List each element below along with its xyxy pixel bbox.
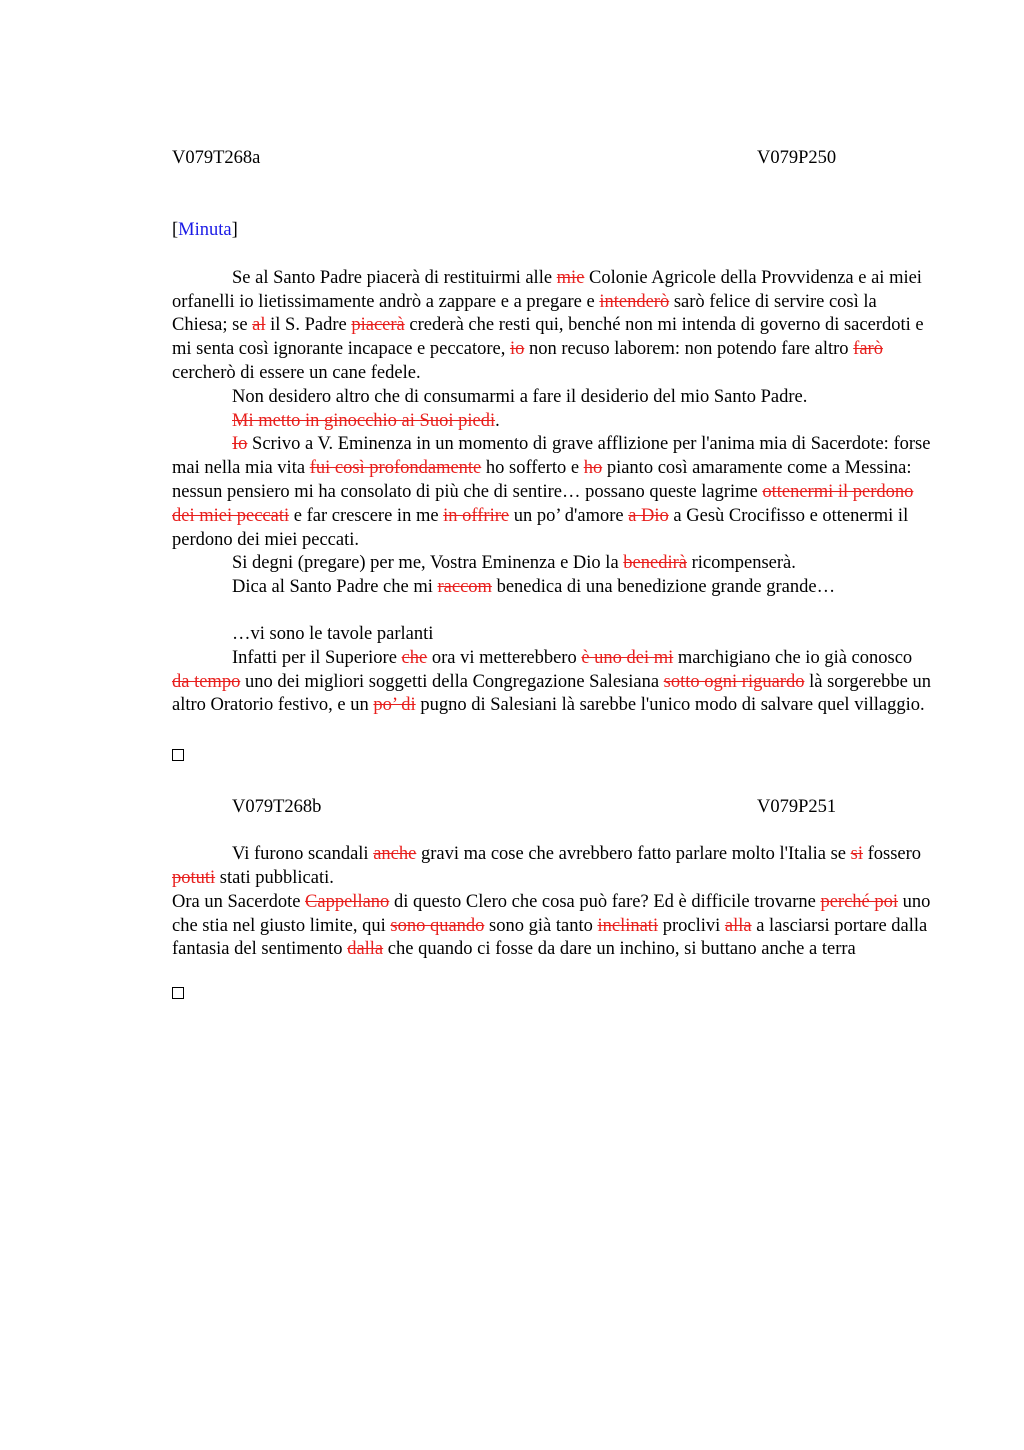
- text-run: a lasciarsi portare dalla fantasia del sentimento: [172, 915, 928, 960]
- text-run: pugno di Salesiani là sarebbe l'unico modo di salvare quel villaggio.: [415, 695, 925, 716]
- doc1-paragraph-6: [172, 576, 932, 600]
- deleted-text: sotto ogni riguardo: [663, 671, 805, 692]
- doc2-id-left: V079T268b: [232, 797, 322, 818]
- deleted-text: ottenermi il perdono dei miei peccati: [172, 481, 914, 526]
- deleted-text: mie: [556, 267, 585, 288]
- text-run: ricompenserà.: [686, 553, 796, 574]
- text-run: uno che stia nel giusto limite, qui: [172, 891, 931, 936]
- text-run: .: [495, 410, 500, 431]
- deleted-text: in offrire: [443, 505, 510, 526]
- deleted-text: ho: [583, 458, 603, 479]
- deleted-text: Io: [232, 434, 248, 455]
- deleted-text: potuti: [172, 867, 216, 888]
- doc1-id-left: V079T268a: [172, 148, 261, 168]
- doc2-paragraph-1: [172, 843, 932, 891]
- text-run: che quando ci fosse da dare un inchino, si buttano anche a terra: [383, 939, 856, 960]
- text-run: là sorgerebbe un altro Oratorio festivo, e un: [172, 671, 932, 716]
- doc1-id-row: [172, 146, 932, 170]
- doc1-paragraph-5: [172, 552, 932, 576]
- deleted-text: po’ di: [373, 695, 416, 716]
- deleted-text: benedirà: [623, 553, 687, 574]
- text-run: ora vi metterebbero: [427, 647, 582, 668]
- deleted-text: Cappellano: [305, 891, 390, 912]
- deleted-text: intenderò: [599, 291, 670, 312]
- deleted-text: dalla: [347, 939, 384, 960]
- deleted-text: al: [252, 315, 266, 336]
- doc1-paragraph-1: [172, 267, 932, 386]
- text-run: un po’ d'amore: [509, 505, 629, 526]
- deleted-text: io: [509, 339, 525, 360]
- text-run: stati pubblicati.: [215, 867, 334, 888]
- deleted-text: inclinati: [597, 915, 659, 936]
- text-run: non recuso laborem: non potendo fare altro: [524, 339, 854, 360]
- deleted-text: fui così profondamente: [309, 458, 482, 479]
- text-run: Se al Santo Padre piacerà di restituirmi alle: [232, 267, 557, 288]
- heading-open-bracket: [: [172, 220, 179, 240]
- square-icon: [172, 749, 184, 761]
- text-run: marchigiano che io già conosco: [673, 647, 913, 668]
- deleted-text: anche: [373, 844, 417, 865]
- text-run: Si degni (pregare) per me, Vostra Eminenza e Dio la: [232, 553, 624, 574]
- heading-close-bracket: ]: [231, 220, 238, 240]
- doc1-id-right: V079P250: [757, 148, 837, 168]
- doc2-paragraph-2: [172, 891, 932, 962]
- deleted-text: alla: [724, 915, 752, 936]
- deleted-text: si: [850, 844, 863, 865]
- text-run: Infatti per il Superiore: [232, 647, 402, 668]
- text-run: a Gesù Crocifisso e ottenermi il perdono dei miei peccati.: [172, 505, 909, 550]
- doc2-id-right: V079P251: [757, 797, 837, 818]
- deleted-text: farò: [853, 339, 883, 360]
- text-run: Colonie Agricole della Provvidenza e ai miei orfanelli io lietissimamente andrò a zappare e a pregare e: [172, 267, 922, 312]
- square-icon: [172, 987, 184, 999]
- deleted-text: è uno dei mi: [581, 647, 674, 668]
- text-run: benedica di una benedizione grande grande…: [491, 577, 836, 598]
- doc1-paragraph-8: [172, 647, 932, 718]
- doc2-id-row: [172, 795, 932, 819]
- text-run: ho sofferto e: [481, 458, 584, 479]
- deleted-text: sono quando: [390, 915, 485, 936]
- document-page: [172, 146, 932, 1008]
- text-run: proclivi: [658, 915, 725, 936]
- text-run: Non desidero altro che di consumarmi a fare il desiderio del mio Santo Padre.: [232, 386, 808, 407]
- separator-2: [172, 984, 932, 1008]
- doc1-paragraph-7: [172, 623, 932, 647]
- doc1-paragraph-2: [172, 386, 932, 410]
- doc1-paragraph-4: [172, 433, 932, 552]
- doc1-paragraph-3: [172, 410, 932, 434]
- deleted-text: che: [401, 647, 428, 668]
- deleted-text: perché poi: [820, 891, 899, 912]
- doc1-heading: [172, 219, 932, 243]
- deleted-text: raccom: [437, 577, 492, 598]
- deleted-text: Mi metto in ginocchio ai Suoi piedi: [232, 410, 496, 431]
- text-run: …vi sono le tavole parlanti: [232, 623, 434, 644]
- text-run: Vi furono scandali: [232, 844, 374, 865]
- deleted-text: a Dio: [628, 505, 669, 526]
- text-run: crederà che resti qui, benché non mi intenda di governo di sacerdoti e mi senta così ignorante incapace e peccatore,: [172, 315, 924, 360]
- text-run: cercherò di essere un cane fedele.: [172, 362, 421, 383]
- text-run: Ora un Sacerdote: [172, 891, 306, 912]
- text-run: uno dei migliori soggetti della Congregazione Salesiana: [240, 671, 664, 692]
- text-run: gravi ma cose che avrebbero fatto parlare molto l'Italia se: [416, 844, 851, 865]
- text-run: pianto così amaramente come a Messina: nessun pensiero mi ha consolato di più che di sentire… possano queste lagrime: [172, 458, 912, 502]
- separator-1: [172, 746, 932, 770]
- deleted-text: piacerà: [351, 315, 405, 336]
- text-run: e far crescere in me: [289, 505, 444, 526]
- deleted-text: da tempo: [172, 671, 241, 692]
- text-run: di questo Clero che cosa può fare? Ed è difficile trovarne: [389, 891, 821, 912]
- text-run: sono già tanto: [484, 915, 598, 936]
- text-run: il S. Padre: [265, 315, 352, 336]
- text-run: Dica al Santo Padre che mi: [232, 577, 438, 598]
- text-run: sarò felice di servire così la Chiesa; se: [172, 291, 877, 336]
- text-run: Scrivo a V. Eminenza in un momento di grave afflizione per l'anima mia di Sacerdote: forse mai nella mia vita: [172, 434, 931, 479]
- heading-minuta: Minuta: [178, 220, 232, 240]
- text-run: fossero: [862, 844, 922, 865]
